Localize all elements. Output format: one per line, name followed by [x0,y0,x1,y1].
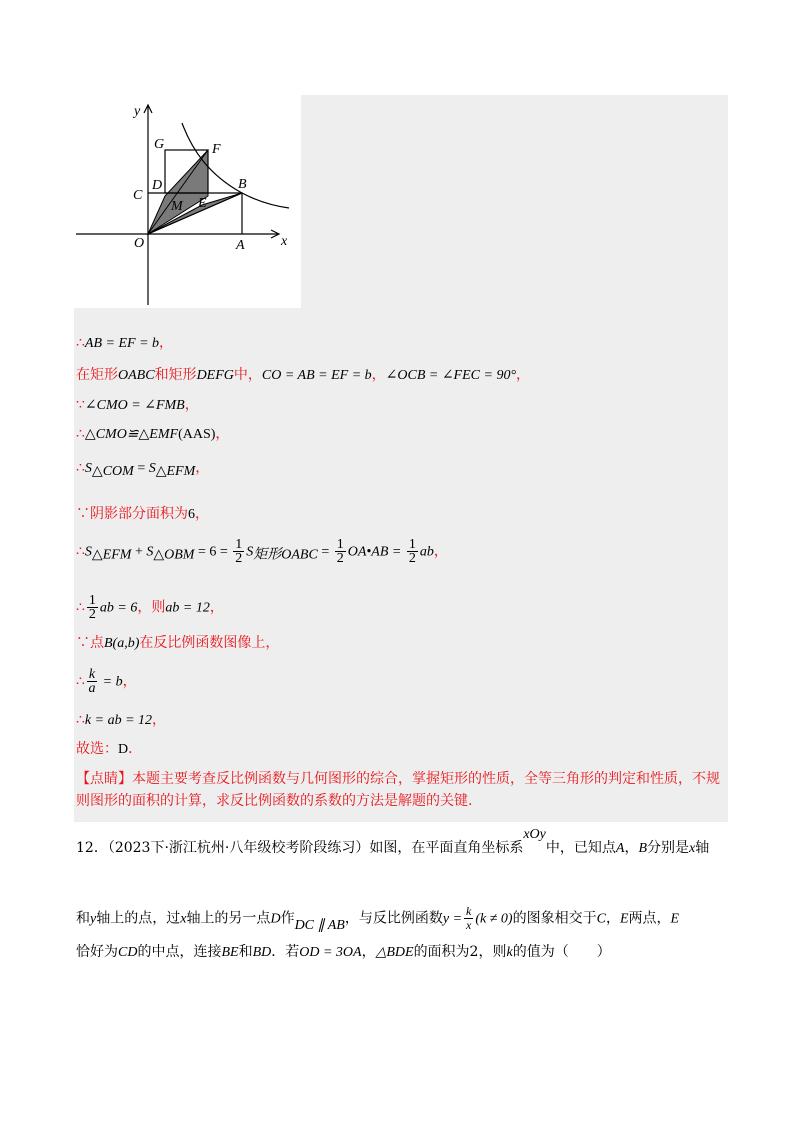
solution-line-10: ∴ $\frac{k}{a}$ = b， [76,667,137,696]
fraction-k-over-a: $\frac{k}{a}$ [88,667,96,696]
solution-line-9: ∵点B(a,b)在反比例函数图像上， [76,635,280,651]
question-line-2: 和y轴上的点，过x轴上的另一点D作DC ∥ AB，与反比例函数y = $\frac{k}{x}$ (k ≠ 0)的图象相交于C，E两点，E [76,904,680,933]
label-b: B [238,177,247,192]
solution-line-4: ∴△CMO≌△EMF(AAS)， [76,426,230,442]
label-a: A [236,238,245,253]
coordinate-diagram [74,95,301,308]
question-line-1: 12．（2023下·浙江杭州·八年级校考阶段练习）如图，在平面直角坐标系xOy中，已知点A，B分别是x轴 [76,827,710,856]
solution-line-8: ∴ $\frac{1}{2}$ ab = 6，则ab = 12， [76,593,224,622]
geometry-figure [74,95,301,308]
solution-line-7: ∴S△EFM + S△OBM = 6 = $\frac{1}{2}$ S矩形OABC = $\frac{1}{2}$ OA•AB = $\frac{1}{2}$ ab， [76,537,448,566]
fraction-half-4: $\frac{1}{2}$ [88,593,96,622]
solution-line-12: 故选：D． [76,741,143,757]
solution-line-2: 在矩形OABC和矩形DEFG中，CO = AB = EF = b，∠OCB = ∠FEC = 90°， [76,367,531,383]
solution-line-3: ∵∠CMO = ∠FMB， [76,397,199,413]
label-c: C [133,188,143,203]
label-x: x [281,234,288,249]
label-d: D [152,178,163,193]
fraction-half-1: $\frac{1}{2}$ [235,537,243,566]
solution-line-5: ∴S△COM = S△EFM， [76,460,210,479]
solution-line-11: ∴k = ab = 12， [76,712,167,728]
solution-line-1: ∴AB = EF = b， [76,335,174,351]
key-point-comment: 【点睛】本题主要考查反比例函数与几何图形的综合，掌握矩形的性质，全等三角形的判定和性质，不规则图形的面积的计算，求反比例函数的系数的方法是解题的关键. [76,771,720,809]
label-g: G [154,137,165,152]
fraction-k-over-x: $\frac{k}{x}$ [466,904,472,932]
fraction-half-3: $\frac{1}{2}$ [408,537,416,566]
solution-line-6: ∵阴影部分面积为6， [76,506,209,522]
label-y: y [134,104,141,119]
label-m: M [171,199,183,214]
fraction-half-2: $\frac{1}{2}$ [336,537,344,566]
label-f: F [212,142,221,157]
label-e: E [198,196,207,211]
label-o: O [134,236,145,251]
question-line-3: 恰好为CD的中点，连接BE和BD．若OD = 3OA，△BDE的面积为2，则k的值为（ ） [76,944,611,960]
